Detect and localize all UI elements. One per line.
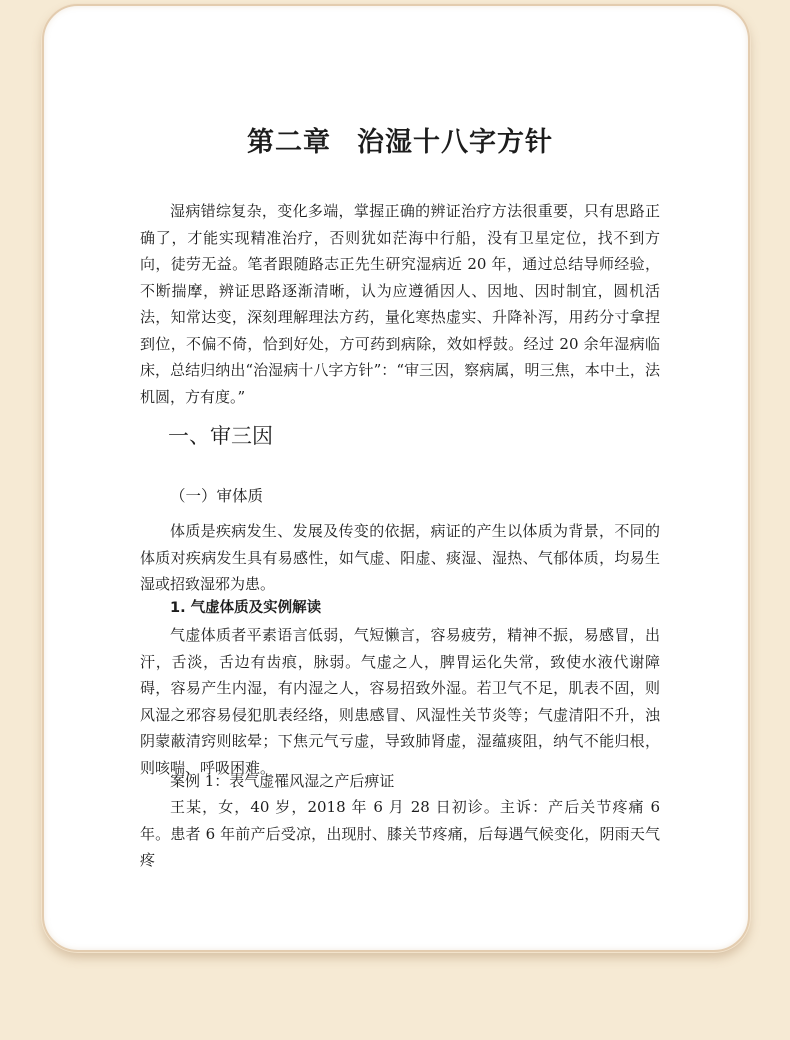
case-title: 案例 1：表气虚罹风湿之产后痹证: [170, 772, 395, 790]
intro-paragraph: 湿病错综复杂，变化多端，掌握正确的辨证治疗方法很重要，只有思路正确了，才能实现精准治疗，否则犹如茫海中行船，没有卫星定位，找不到方向，徒劳无益。笔者跟随路志正先生研究湿病近 20 年，通过总结导师经验，不断揣摩，辨证思路逐渐清晰，认为应遵循因人、因地、因时制宜，圆机活法，知常达变，深刻理解理法方药，量化寒热虚实、升降补泻，用药分寸拿捏到位，不偏不倚，恰到好处，方可药到病除，效如桴鼓。经过 20 余年湿病临床，总结归纳出“治湿病十八字方针”：“审三因，察病属，明三焦，本中土，法机圆，方有度。”: [140, 202, 660, 406]
section-heading-1: 一、审三因: [168, 424, 273, 448]
chapter-title: [140, 120, 660, 159]
chapter-name: 治湿十八字方针: [357, 127, 553, 158]
item-heading-1: 1. 气虚体质及实例解读: [170, 600, 322, 616]
subsection-heading: （一）审体质: [170, 487, 264, 505]
constitution-paragraph: 体质是疾病发生、发展及传变的依据，病证的产生以体质为背景，不同的体质对疾病发生具有易感性，如气虚、阳虚、痰湿、湿热、气郁体质，均易生湿或招致湿邪为患。: [140, 522, 660, 593]
chapter-number: 第二章: [247, 127, 331, 158]
qixu-paragraph: 气虚体质者平素语言低弱，气短懒言，容易疲劳，精神不振，易感冒，出汗，舌淡，舌边有齿痕，脉弱。气虚之人，脾胃运化失常，致使水液代谢障碍，容易产生内湿，有内湿之人，容易招致外湿。若卫气不足，肌表不固，则风湿之邪容易侵犯肌表经络，则患感冒、风湿性关节炎等；气虚清阳不升，浊阴蒙蔽清窍则眩晕；下焦元气亏虚，导致肺肾虚，湿蕴痰阻，纳气不能归根，则咳喘、呼吸困难。: [140, 626, 660, 777]
case-paragraph: 王某，女，40 岁，2018 年 6 月 28 日初诊。主诉：产后关节疼痛 6 年。患者 6 年前产后受凉，出现肘、膝关节疼痛，后每遇气候变化，阴雨天气疼: [140, 798, 660, 869]
